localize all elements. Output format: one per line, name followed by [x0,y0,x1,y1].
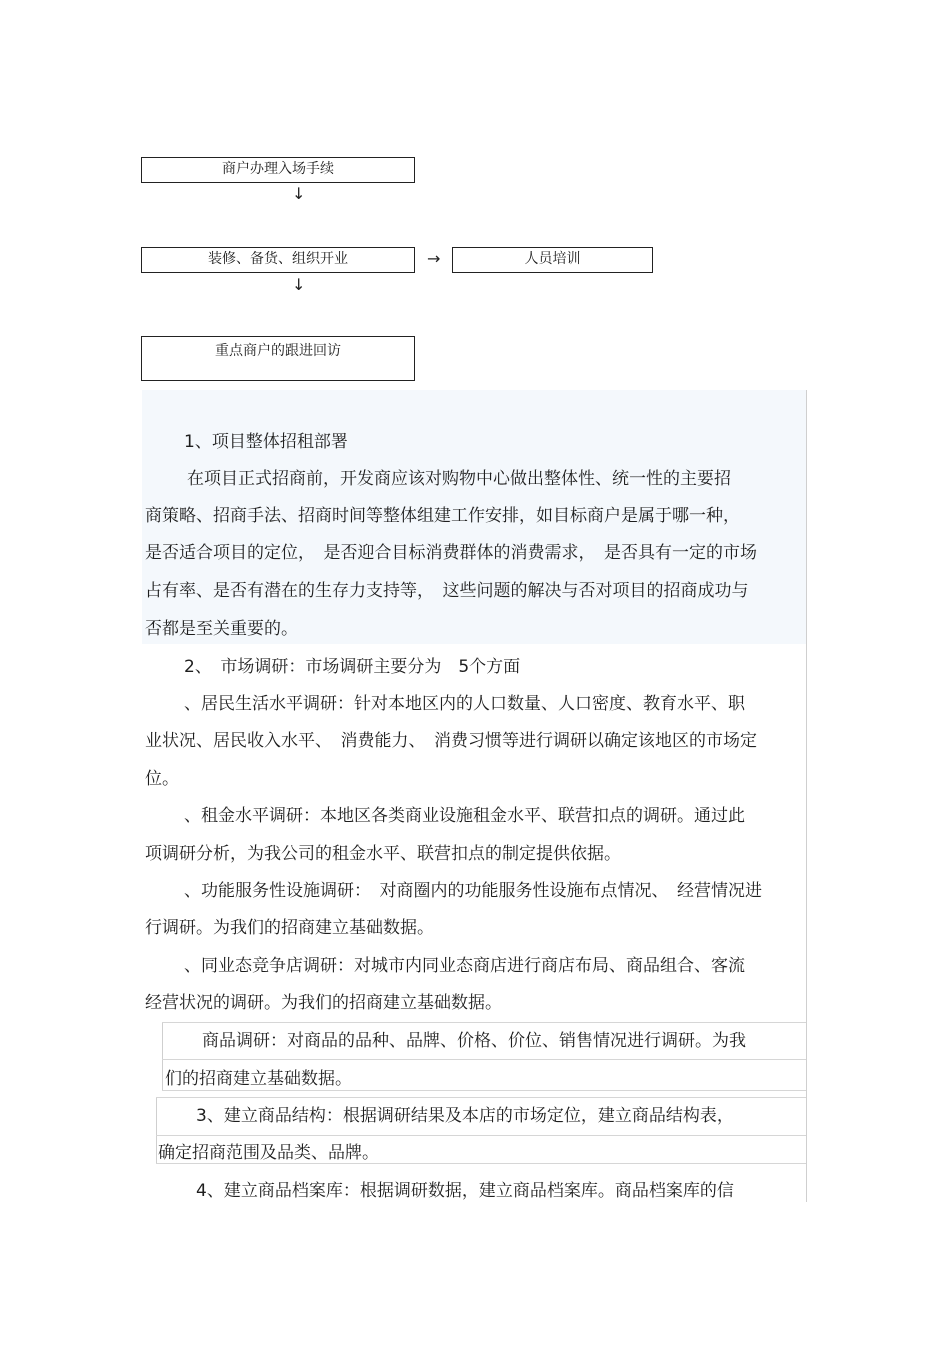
section-heading: 3、建立商品结构：根据调研结果及本店的市场定位，建立商品结构表， [196,1106,734,1126]
frame-line [162,1090,806,1091]
paragraph-line: 、居民生活水平调研：针对本地区内的人口数量、人口密度、教育水平、职 [184,694,745,714]
flow-step-decoration-opening [141,247,415,273]
arrow-down-icon: ↓ [292,184,306,203]
section-heading: 1、项目整体招租部署 [184,432,348,452]
arrow-right-icon: → [427,249,441,268]
frame-line [162,1022,163,1090]
paragraph-line: 否都是至关重要的。 [145,619,298,639]
flow-step-entry-procedures [141,157,415,183]
paragraph-line: 商策略、招商手法、招商时间等整体组建工作安排，如目标商户是属于哪一种， [145,506,740,526]
paragraph-line: 商品调研：对商品的品种、品牌、价格、价位、销售情况进行调研。为我 [202,1031,746,1051]
paragraph-line: 、功能服务性设施调研： 对商圈内的功能服务性设施布点情况、 经营情况进 [184,881,762,901]
paragraph-line: 、同业态竞争店调研：对城市内同业态商店进行商店布局、商品组合、客流 [184,956,745,976]
flow-step-follow-up-visits [141,336,415,381]
frame-line [156,1097,157,1163]
frame-line [156,1135,806,1136]
arrow-down-icon: ↓ [292,275,306,294]
paragraph-line: 位。 [145,769,179,789]
flow-step-label: 人员培训 [524,251,581,267]
frame-line [162,1059,806,1060]
paragraph-line: 是否适合项目的定位， 是否迎合目标消费群体的消费需求， 是否具有一定的市场 [145,543,757,563]
section-heading: 2、 市场调研：市场调研主要分为 5个方面 [184,657,521,677]
frame-line [156,1163,806,1164]
paragraph-line: 项调研分析，为我公司的租金水平、联营扣点的制定提供依据。 [145,844,621,864]
paragraph-line: 经营状况的调研。为我们的招商建立基础数据。 [145,993,502,1013]
section-heading: 4、建立商品档案库：根据调研数据，建立商品档案库。商品档案库的信 [196,1181,734,1201]
frame-line [162,1022,806,1023]
flow-step-staff-training [452,247,653,273]
flow-step-label: 重点商户的跟进回访 [215,343,341,359]
paragraph-line: 确定招商范围及品类、品牌。 [158,1143,379,1163]
frame-line [806,390,807,1202]
flow-step-label: 商户办理入场手续 [222,161,334,177]
frame-line [156,1097,806,1098]
paragraph-line: 业状况、居民收入水平、 消费能力、 消费习惯等进行调研以确定该地区的市场定 [145,731,757,751]
paragraph-line: 在项目正式招商前，开发商应该对购物中心做出整体性、统一性的主要招 [187,469,731,489]
paragraph-line: 们的招商建立基础数据。 [165,1069,352,1089]
paragraph-line: 、租金水平调研：本地区各类商业设施租金水平、联营扣点的调研。通过此 [184,806,745,826]
flow-step-label: 装修、备货、组织开业 [208,251,348,267]
paragraph-line: 行调研。为我们的招商建立基础数据。 [145,918,434,938]
paragraph-line: 占有率、是否有潜在的生存力支持等， 这些问题的解决与否对项目的招商成功与 [145,581,749,601]
